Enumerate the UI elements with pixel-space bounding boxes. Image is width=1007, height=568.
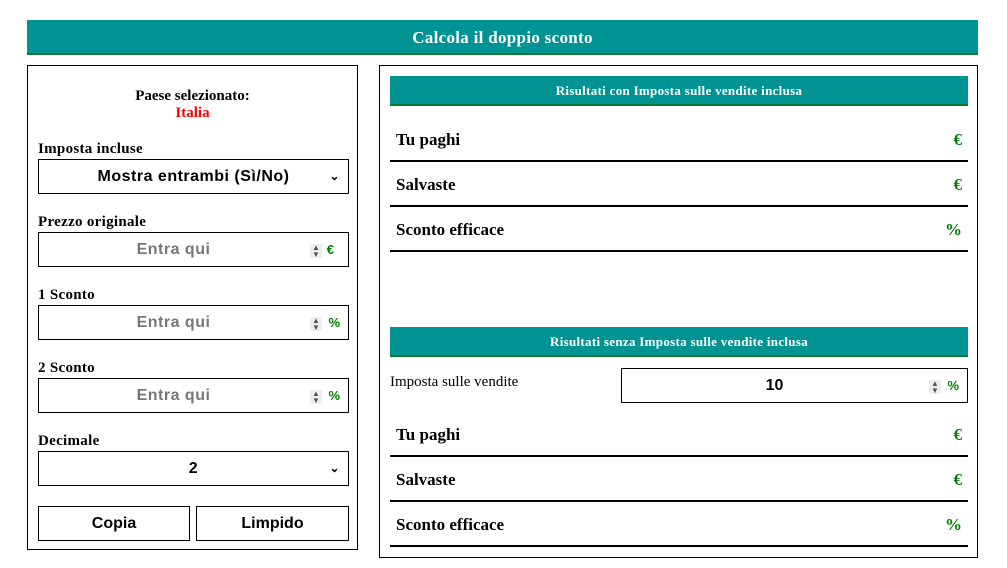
input-panel (27, 65, 358, 550)
effective-discount-label: Sconto efficace (396, 220, 505, 239)
result-row (390, 503, 968, 547)
spinner-icon[interactable]: ▲ ▼ (310, 390, 322, 404)
decimal-value: 2 (188, 460, 199, 477)
spinner-icon[interactable]: ▲ ▼ (310, 317, 322, 331)
result-row (390, 163, 968, 207)
without-tax-header: Risultati senza Imposta sulle vendite inclusa (390, 327, 968, 357)
effective-discount-label: Sconto efficace (396, 515, 505, 534)
percent-unit: % (947, 378, 959, 393)
with-tax-header: Risultati con Imposta sulle vendite inclusa (390, 76, 968, 106)
result-row (390, 458, 968, 502)
discount1-placeholder: Entra qui (136, 314, 211, 331)
original-price-label: Prezzo originale (38, 214, 147, 230)
result-row (390, 208, 968, 252)
decimal-select[interactable] (38, 451, 349, 486)
sales-tax-input[interactable] (621, 368, 968, 403)
tax-included-value: Mostra entrambi (Sì/No) (97, 168, 290, 185)
country-label: Paese selezionato: (135, 88, 250, 104)
discount2-label: 2 Sconto (38, 360, 95, 376)
discount2-input[interactable] (38, 378, 349, 413)
tax-included-select[interactable] (38, 159, 349, 194)
copy-button[interactable]: Copia (38, 506, 190, 541)
you-pay-label: Tu paghi (396, 130, 461, 149)
saved-value: € (953, 470, 962, 489)
discount1-input[interactable] (38, 305, 349, 340)
chevron-down-icon: ⌄ (329, 169, 340, 183)
you-pay-label: Tu paghi (396, 425, 461, 444)
decimal-label: Decimale (38, 433, 100, 449)
page-title: Calcola il doppio sconto (27, 20, 978, 55)
original-price-input[interactable] (38, 232, 349, 267)
sales-tax-value: 10 (765, 377, 784, 394)
spinner-icon[interactable]: ▲ ▼ (310, 244, 322, 258)
clear-button[interactable]: Limpido (196, 506, 349, 541)
spinner-icon[interactable]: ▲ ▼ (929, 380, 941, 394)
result-row (390, 118, 968, 162)
discount1-label: 1 Sconto (38, 287, 95, 303)
you-pay-value: € (953, 130, 962, 149)
percent-unit: % (328, 315, 340, 330)
percent-unit: % (328, 388, 340, 403)
euro-unit: € (326, 242, 334, 257)
sales-tax-label: Imposta sulle vendite (390, 374, 519, 390)
selected-country (28, 88, 357, 122)
chevron-down-icon: ⌄ (329, 461, 340, 475)
saved-label: Salvaste (396, 175, 456, 194)
effective-discount-value: % (945, 515, 962, 534)
saved-value: € (953, 175, 962, 194)
you-pay-value: € (953, 425, 962, 444)
original-price-placeholder: Entra qui (136, 241, 211, 258)
country-value[interactable]: Italia (175, 105, 210, 121)
results-panel (379, 65, 978, 558)
discount2-placeholder: Entra qui (136, 387, 211, 404)
saved-label: Salvaste (396, 470, 456, 489)
tax-included-label: Imposta incluse (38, 141, 143, 157)
effective-discount-value: % (945, 220, 962, 239)
result-row (390, 413, 968, 457)
